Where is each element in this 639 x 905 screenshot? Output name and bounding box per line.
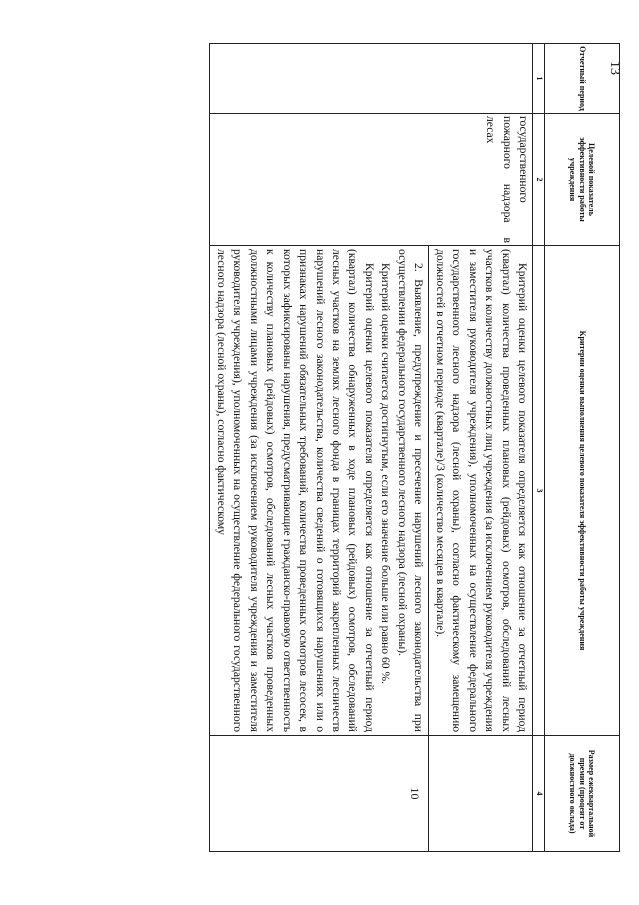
criteria-paragraph: 2. Выявление, предупреждение и пресечение нарушений лесного законодательства при осуществлении федерального государственного лесного надзора (лесной охраны). [395,249,426,732]
column-number-row [533,44,545,852]
period-cell [210,44,533,114]
table-header-row [545,44,620,852]
column-number: 4 [533,736,545,852]
criteria-cell [429,246,533,736]
column-number: 1 [533,44,545,114]
header-period: Отчетный период [545,44,620,114]
premium-cell: 10 [210,736,429,852]
indicator-cell: государственного пожарного надзора в лесах [210,114,533,246]
table-row [429,44,533,852]
criteria-paragraph: Критерий оценки целевого показателя определяется как отношение за отчетный период (квартал) количества проведенных плановых (рейдовых) осмотров, обследований лесных участков к количеству должностных лиц учреждения (за исключением руководителя учреждения и заместителя руководителя учреждения), уполномоченных на осуществление федерального государственного лесного надзора (лесной охраны), согласно фактическому замещению должностей в отчетном периоде (квартале)/3 (количество месяцев в квартале). [433,249,529,732]
criteria-table [209,43,620,852]
header-criteria: Критерии оценки выполнения целевого показателя эффективности работы учреждения [545,246,620,736]
column-number: 2 [533,114,545,246]
premium-cell [429,736,533,852]
header-indicator: Целевой показатель эффективности работы учреждения [545,114,620,246]
criteria-paragraph: Критерий оценки целевого показателя определяется как отношение за отчетный период (квартал) количества обнаруженных в ходе плановых (рейдовых) осмотров, обследований лесных участков на землях лесного фонда в границах территорий закрепленных лесничеств нарушений лесного законодательства, количества сведений о готовящихся нарушениях или о признаках нарушений обязательных требований, количества проведенных осмотров лесосек, в которых зафиксированы нарушения, предусматривающие гражданско-правовую ответственность к количеству плановых (рейдовых) осмотров, обследований лесных участков проведенных должностными лицами учреждения (за исключением руководителя учреждения и заместителя руководителя учреждения), уполномоченных на осуществление федерального государственного лесного надзора (лесной охраны), согласно фактическому [214,249,376,732]
criteria-paragraph: Критерий оценки считается достигнутым, если его значение больше или равно 60 %. [379,263,393,685]
page-number: 13 [607,61,622,75]
header-premium: Размер ежеквартальной премии (процент от должностного оклада) [545,736,620,852]
rotated-table-container [140,43,620,851]
column-number: 3 [533,246,545,736]
criteria-cell [210,246,429,736]
